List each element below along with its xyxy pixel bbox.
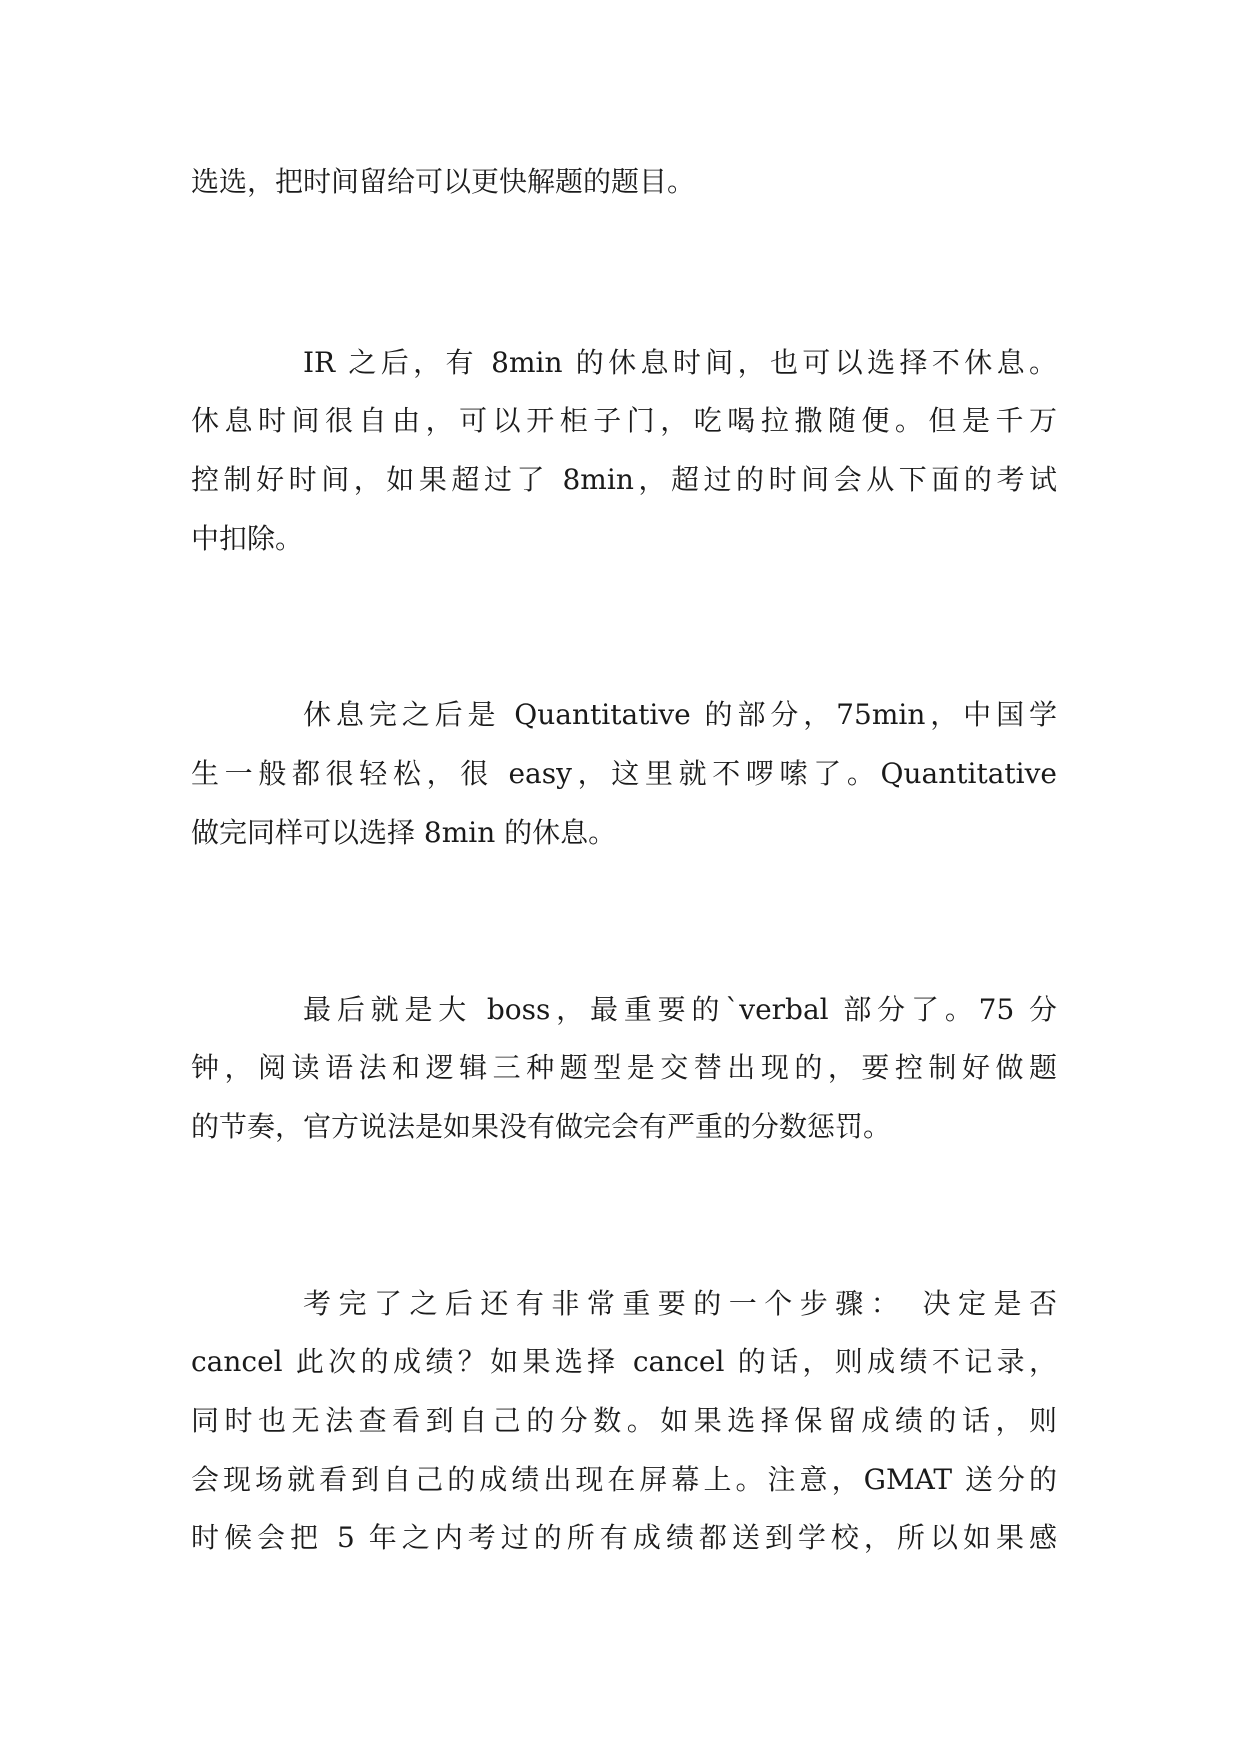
text-line: 同时也无法查看到自己的分数。如果选择保留成绩的话，则: [191, 1403, 1057, 1437]
text-line: 生一般都很轻松，很 easy，这里就不啰嗦了。Quantitative: [191, 757, 1057, 791]
text-line: 中扣除。: [191, 521, 304, 555]
paragraph-cancel-score: [191, 1275, 1057, 1568]
text-line: 休息完之后是 Quantitative 的部分，75min，中国学: [303, 698, 1057, 732]
paragraph-quantitative: [191, 686, 1057, 862]
text-line: 的节奏，官方说法是如果没有做完会有严重的分数惩罚。: [191, 1109, 892, 1143]
text-line: 选选，把时间留给可以更快解题的题目。: [191, 165, 696, 198]
text-line: IR 之后，有 8min 的休息时间，也可以选择不休息。: [303, 345, 1057, 379]
text-line: 做完同样可以选择 8min 的休息。: [191, 815, 617, 849]
paragraph-continuation: [191, 153, 1057, 212]
text-line: 休息时间很自由，可以开柜子门，吃喝拉撒随便。但是千万: [191, 404, 1057, 438]
text-line: 考完了之后还有非常重要的一个步骤： 决定是否: [303, 1286, 1057, 1320]
paragraph-verbal: [191, 981, 1057, 1157]
text-line: 控制好时间，如果超过了 8min，超过的时间会从下面的考试: [191, 463, 1057, 497]
text-line: 会现场就看到自己的成绩出现在屏幕上。注意，GMAT 送分的: [191, 1462, 1057, 1496]
document-body: [191, 153, 1057, 1686]
paragraph-ir-break: [191, 334, 1057, 569]
text-line: 最后就是大 boss，最重要的`verbal 部分了。75 分: [303, 992, 1057, 1026]
text-line: cancel 此次的成绩？如果选择 cancel 的话，则成绩不记录，: [191, 1345, 1057, 1379]
text-line: 钟，阅读语法和逻辑三种题型是交替出现的，要控制好做题: [191, 1051, 1057, 1085]
text-line: 时候会把 5 年之内考过的所有成绩都送到学校，所以如果感: [191, 1521, 1057, 1555]
